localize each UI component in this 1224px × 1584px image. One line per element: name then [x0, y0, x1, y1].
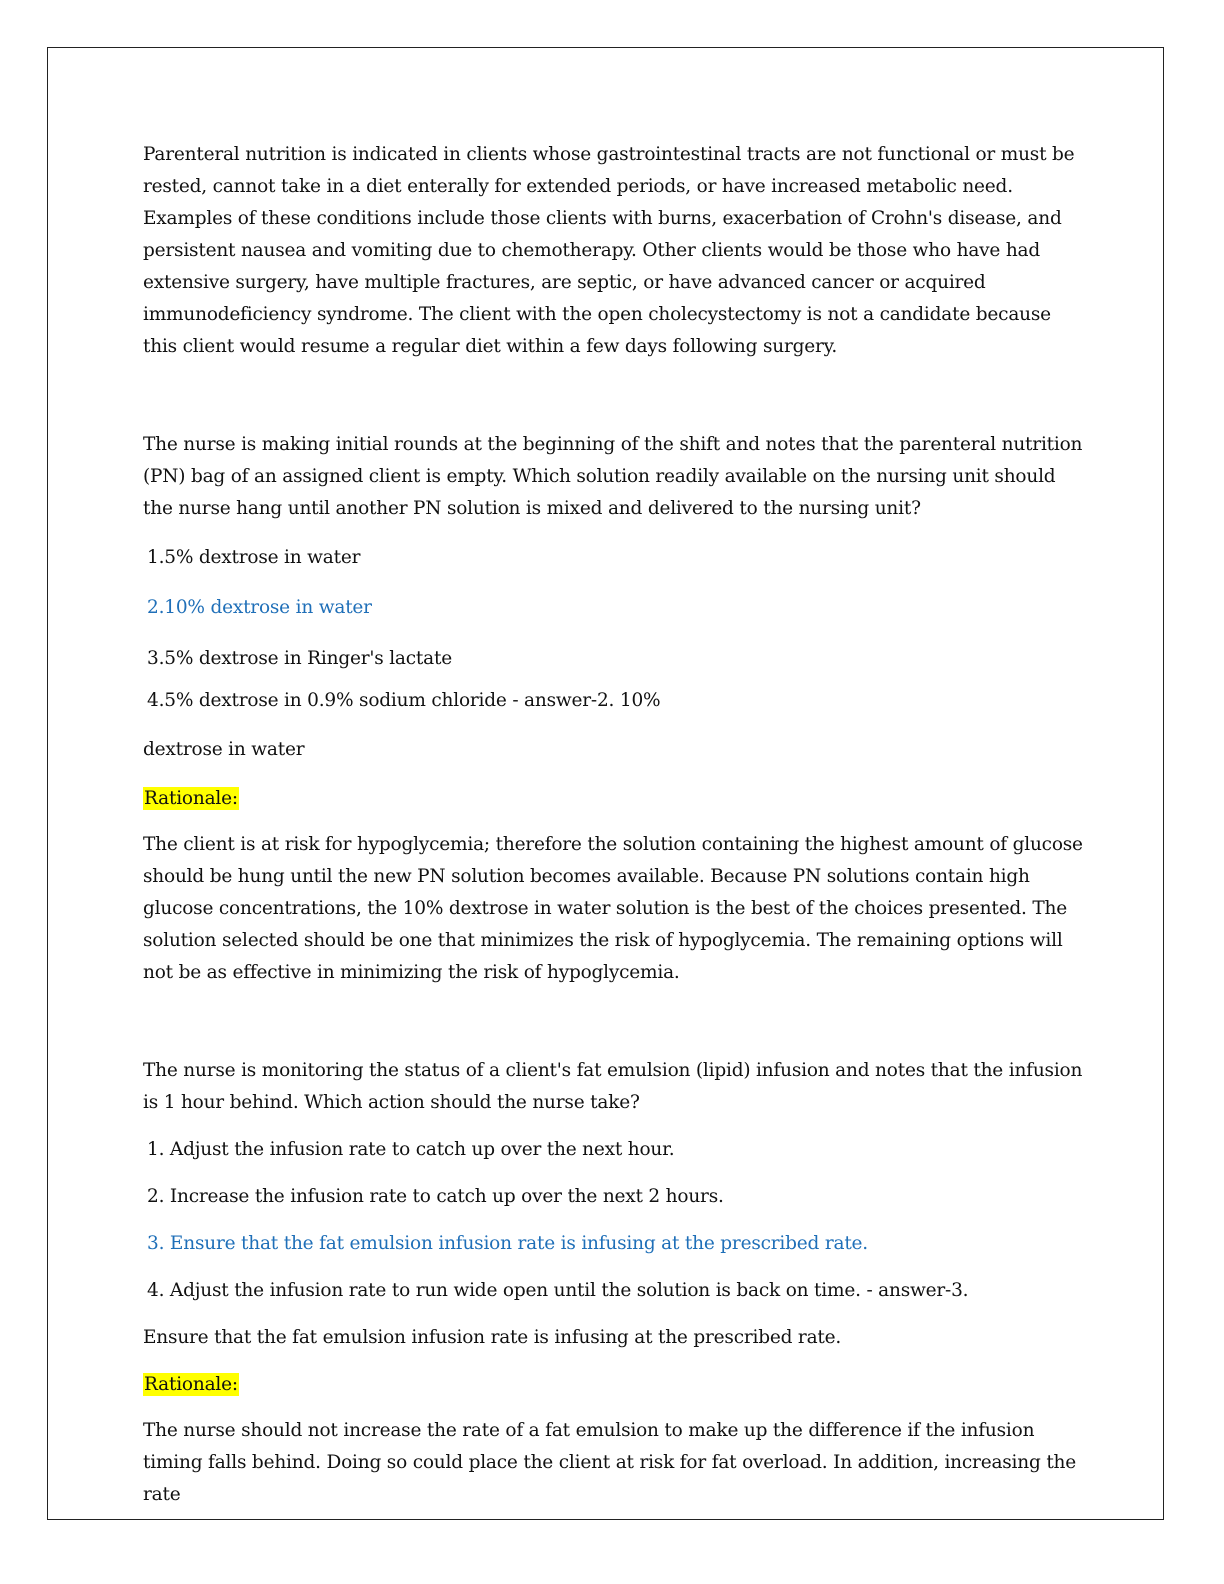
question1-option-3: 3.5% dextrose in Ringer's lactate — [147, 648, 452, 669]
intro-paragraph: Parenteral nutrition is indicated in clients whose gastrointestinal tracts are not functional or must be rested, cannot take in a diet enterally for extended periods, or have increased metabolic need. Examples of these conditions include those clients with burns, exacerbation of Crohn's disease, and persistent nausea and vomiting due to chemotherapy. Other clients would be those who have had extensive surgery, have multiple fractures, are septic, or have advanced cancer or acquired immunodeficiency syndrome. The client with the open cholecystectomy is not a candidate because this client would resume a regular diet within a few days following surgery. — [143, 144, 1075, 357]
question2-option-4: 4. Adjust the infusion rate to run wide open until the solution is back on time. - answer-3. — [147, 1280, 969, 1301]
question1-option-4: 4.5% dextrose in 0.9% sodium chloride - answer-2. 10% — [147, 690, 661, 711]
question1-answer-continuation: dextrose in water — [143, 739, 305, 760]
question1-rationale-label: Rationale: — [144, 788, 238, 809]
question2-rationale: The nurse should not increase the rate of a fat emulsion to make up the difference if the infusion timing falls behind. Doing so could place the client at risk for fat overload. In addition, increasing the rate — [143, 1420, 1077, 1505]
question2-rationale-label: Rationale: — [144, 1374, 238, 1395]
question1-option-2-correct: 2.10% dextrose in water — [147, 597, 372, 618]
question1-option-1: 1.5% dextrose in water — [147, 547, 361, 568]
question2-answer-continuation: Ensure that the fat emulsion infusion rate is infusing at the prescribed rate. — [143, 1327, 842, 1348]
document-body — [143, 139, 1083, 1511]
question2-stem: The nurse is monitoring the status of a client's fat emulsion (lipid) infusion and notes that the infusion is 1 hour behind. Which action should the nurse take? — [143, 1060, 1083, 1113]
question2-option-2: 2. Increase the infusion rate to catch up over the next 2 hours. — [147, 1186, 724, 1207]
question2-option-3-correct: 3. Ensure that the fat emulsion infusion rate is infusing at the prescribed rate. — [147, 1233, 868, 1254]
question1-stem: The nurse is making initial rounds at the beginning of the shift and notes that the parenteral nutrition (PN) bag of an assigned client is empty. Which solution readily available on the nursing unit should the nurse hang until another PN solution is mixed and delivered to the nursing unit? — [143, 434, 1083, 519]
question2-option-1: 1. Adjust the infusion rate to catch up over the next hour. — [147, 1139, 675, 1160]
question1-rationale: The client is at risk for hypoglycemia; therefore the solution containing the highest amount of glucose should be hung until the new PN solution becomes available. Because PN solutions contain high glucose concentrations, the 10% dextrose in water solution is the best of the choices presented. The solution selected should be one that minimizes the risk of hypoglycemia. The remaining options will not be as effective in minimizing the risk of hypoglycemia. — [143, 834, 1083, 983]
